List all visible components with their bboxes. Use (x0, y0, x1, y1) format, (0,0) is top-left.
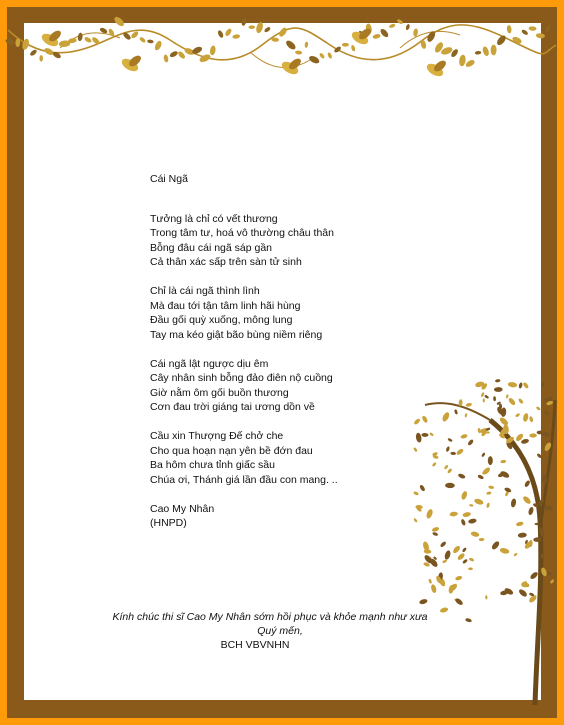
poem-line: Cái ngã lật ngược dịu êm (150, 357, 269, 370)
poem-line: Ba hôm chưa tỉnh giấc sầu (150, 459, 275, 471)
poem-author-note: (HNPD) (150, 517, 187, 529)
golden-willow-tree-icon (395, 360, 560, 705)
poem-line: Cả thân xác sấp trên sàn tử sinh (150, 256, 302, 268)
poem-stanza (150, 212, 410, 270)
poem-line: Cây nhân sinh bỗng đảo điên nộ cuồng (150, 372, 333, 384)
poem-stanza (150, 429, 410, 487)
poem-line: Cầu xin Thượng Đế chở che (150, 430, 284, 442)
poem-line: Bỗng đâu cái ngã sáp gần (150, 241, 273, 254)
poem-line: Giờ nằm ôm gối buồn thương (150, 386, 289, 399)
poem-signature (150, 502, 410, 531)
poem-stanza (150, 357, 410, 415)
poem (150, 172, 410, 531)
poem-line: Chỉ là cái ngã thình lình (150, 285, 260, 297)
poem-line: Tưởng là chỉ có vết thương (150, 212, 278, 225)
footer-wish: Kính chúc thi sĩ Cao My Nhân sớm hồi phục và khỏe mạnh như xưa (112, 611, 428, 623)
poem-line: Cho qua hoạn nạn yên bề đớn đau (150, 444, 313, 457)
poem-line: Tay ma kéo giật bão bùng niềm riêng (150, 328, 323, 341)
poem-stanzas (150, 212, 410, 488)
poem-line: Mà đau tới tận tâm linh hãi hùng (150, 299, 301, 312)
poem-title: Cái Ngã (150, 173, 188, 185)
poem-author: Cao My Nhân (150, 502, 215, 515)
poem-line: Cơn đau trời giáng tai ương dồn về (150, 401, 315, 413)
footer-message (60, 610, 480, 652)
poem-line: Trong tâm tư, hoá vô thường châu thân (150, 227, 334, 239)
golden-vine-garland-icon (0, 0, 564, 100)
poem-line: Đầu gối quỳ xuống, mông lung (150, 314, 293, 326)
footer-regards: Quý mến, (257, 625, 303, 637)
poem-stanza (150, 284, 410, 342)
poem-line: Chúa ơi, Thánh giá lần đầu con mang. .. (150, 473, 338, 486)
footer-sender: BCH VBVNHN (220, 639, 290, 651)
